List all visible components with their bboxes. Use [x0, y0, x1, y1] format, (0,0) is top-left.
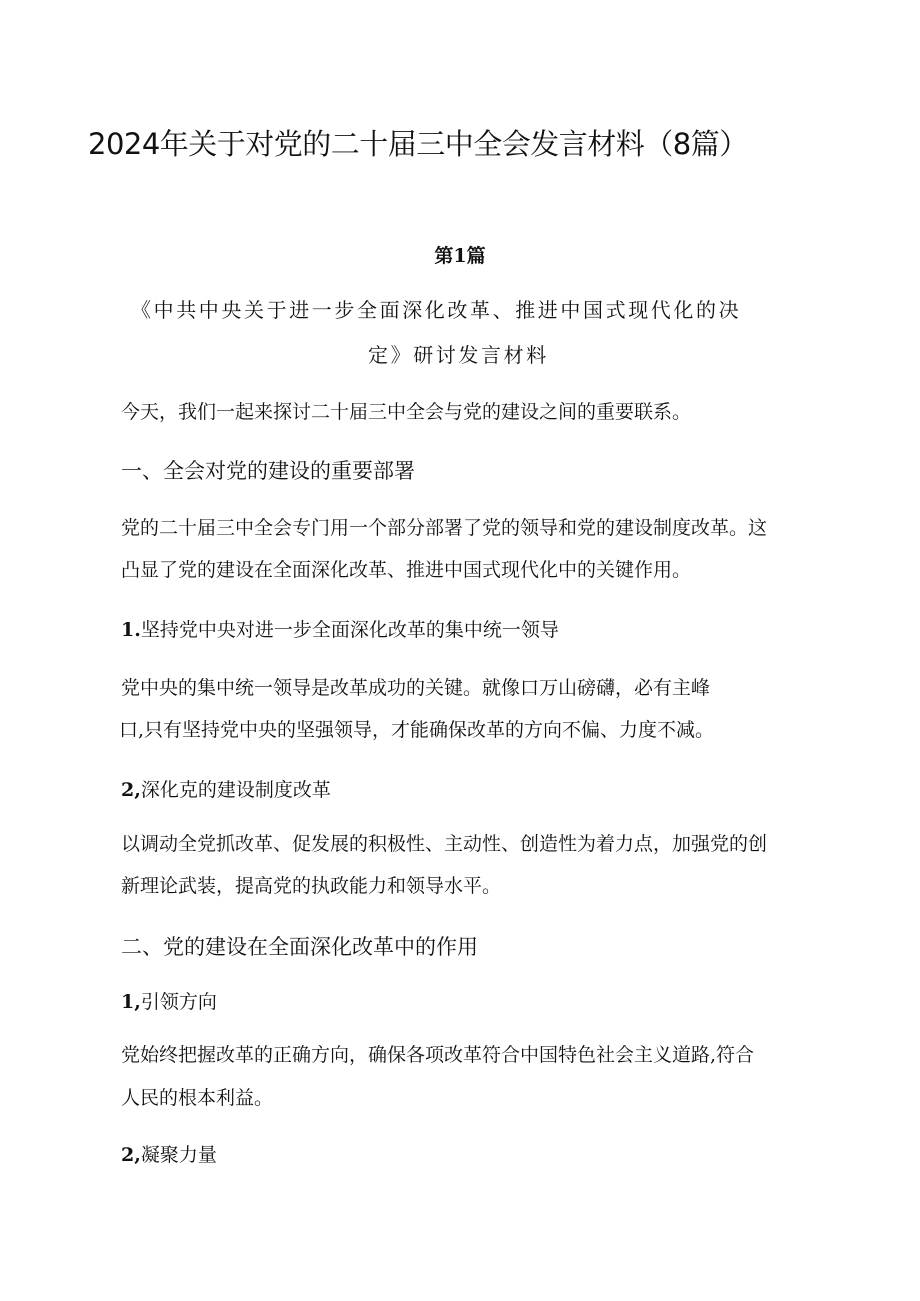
intro-paragraph: 今天，我们一起来探讨二十届三中全会与党的建设之间的重要联系。 — [121, 401, 692, 423]
item-number: 2, — [121, 779, 141, 801]
section-2-item-2-heading — [121, 1142, 217, 1168]
section-1-paragraph-line-1: 党的二十届三中全会专门用一个部分部署了党的领导和党的建设制度改革。这 — [121, 517, 768, 539]
document-title: 2024年关于对党的二十届三中全会发言材料（8篇） — [88, 127, 748, 161]
item-number: 1. — [121, 619, 141, 641]
chapter-label: 第1篇 — [434, 245, 486, 267]
section-1-item-2-paragraph-line-1: 以调动全党抓改革、促发展的积极性、主动性、创造性为着力点，加强党的创 — [121, 833, 768, 855]
section-1-item-2-heading — [121, 777, 331, 803]
section-1-item-1-paragraph-line-2: 口,只有坚持党中央的坚强领导，才能确保改革的方向不偏、力度不减。 — [119, 719, 715, 741]
subtitle-line-2: 定》研讨发言材料 — [368, 343, 549, 367]
section-1-heading: 一、全会对党的建设的重要部署 — [121, 459, 415, 483]
item-heading-text: 引领方向 — [140, 991, 217, 1013]
item-heading-text: 坚持党中央对进一步全面深化改革的集中统一领导 — [140, 619, 559, 641]
section-2-item-1-paragraph-line-2: 人民的根本利益。 — [121, 1087, 274, 1109]
section-1-item-2-paragraph-line-2: 新理论武装，提高党的执政能力和领导水平。 — [121, 875, 502, 897]
section-1-paragraph-line-2: 凸显了党的建设在全面深化改革、推进中国式现代化中的关键作用。 — [121, 559, 692, 581]
section-2-item-1-paragraph-line-1: 党始终把握改革的正确方向，确保各项改革符合中国特色社会主义道路,符合 — [121, 1044, 755, 1066]
item-heading-text: 凝聚力量 — [140, 1144, 217, 1166]
item-number: 1, — [121, 991, 141, 1013]
item-number: 2, — [121, 1144, 141, 1166]
section-2-heading: 二、党的建设在全面深化改革中的作用 — [121, 935, 478, 959]
item-heading-text: 深化克的建设制度改革 — [140, 779, 331, 801]
section-1-item-1-paragraph-line-1: 党中央的集中统一领导是改革成功的关键。就像口万山磅礴，必有主峰 — [121, 677, 711, 699]
section-2-item-1-heading — [121, 989, 217, 1015]
subtitle-line-1: 《中共中央关于进一步全面深化改革、推进中国式现代化的决 — [131, 298, 742, 322]
section-1-item-1-heading — [121, 617, 559, 643]
